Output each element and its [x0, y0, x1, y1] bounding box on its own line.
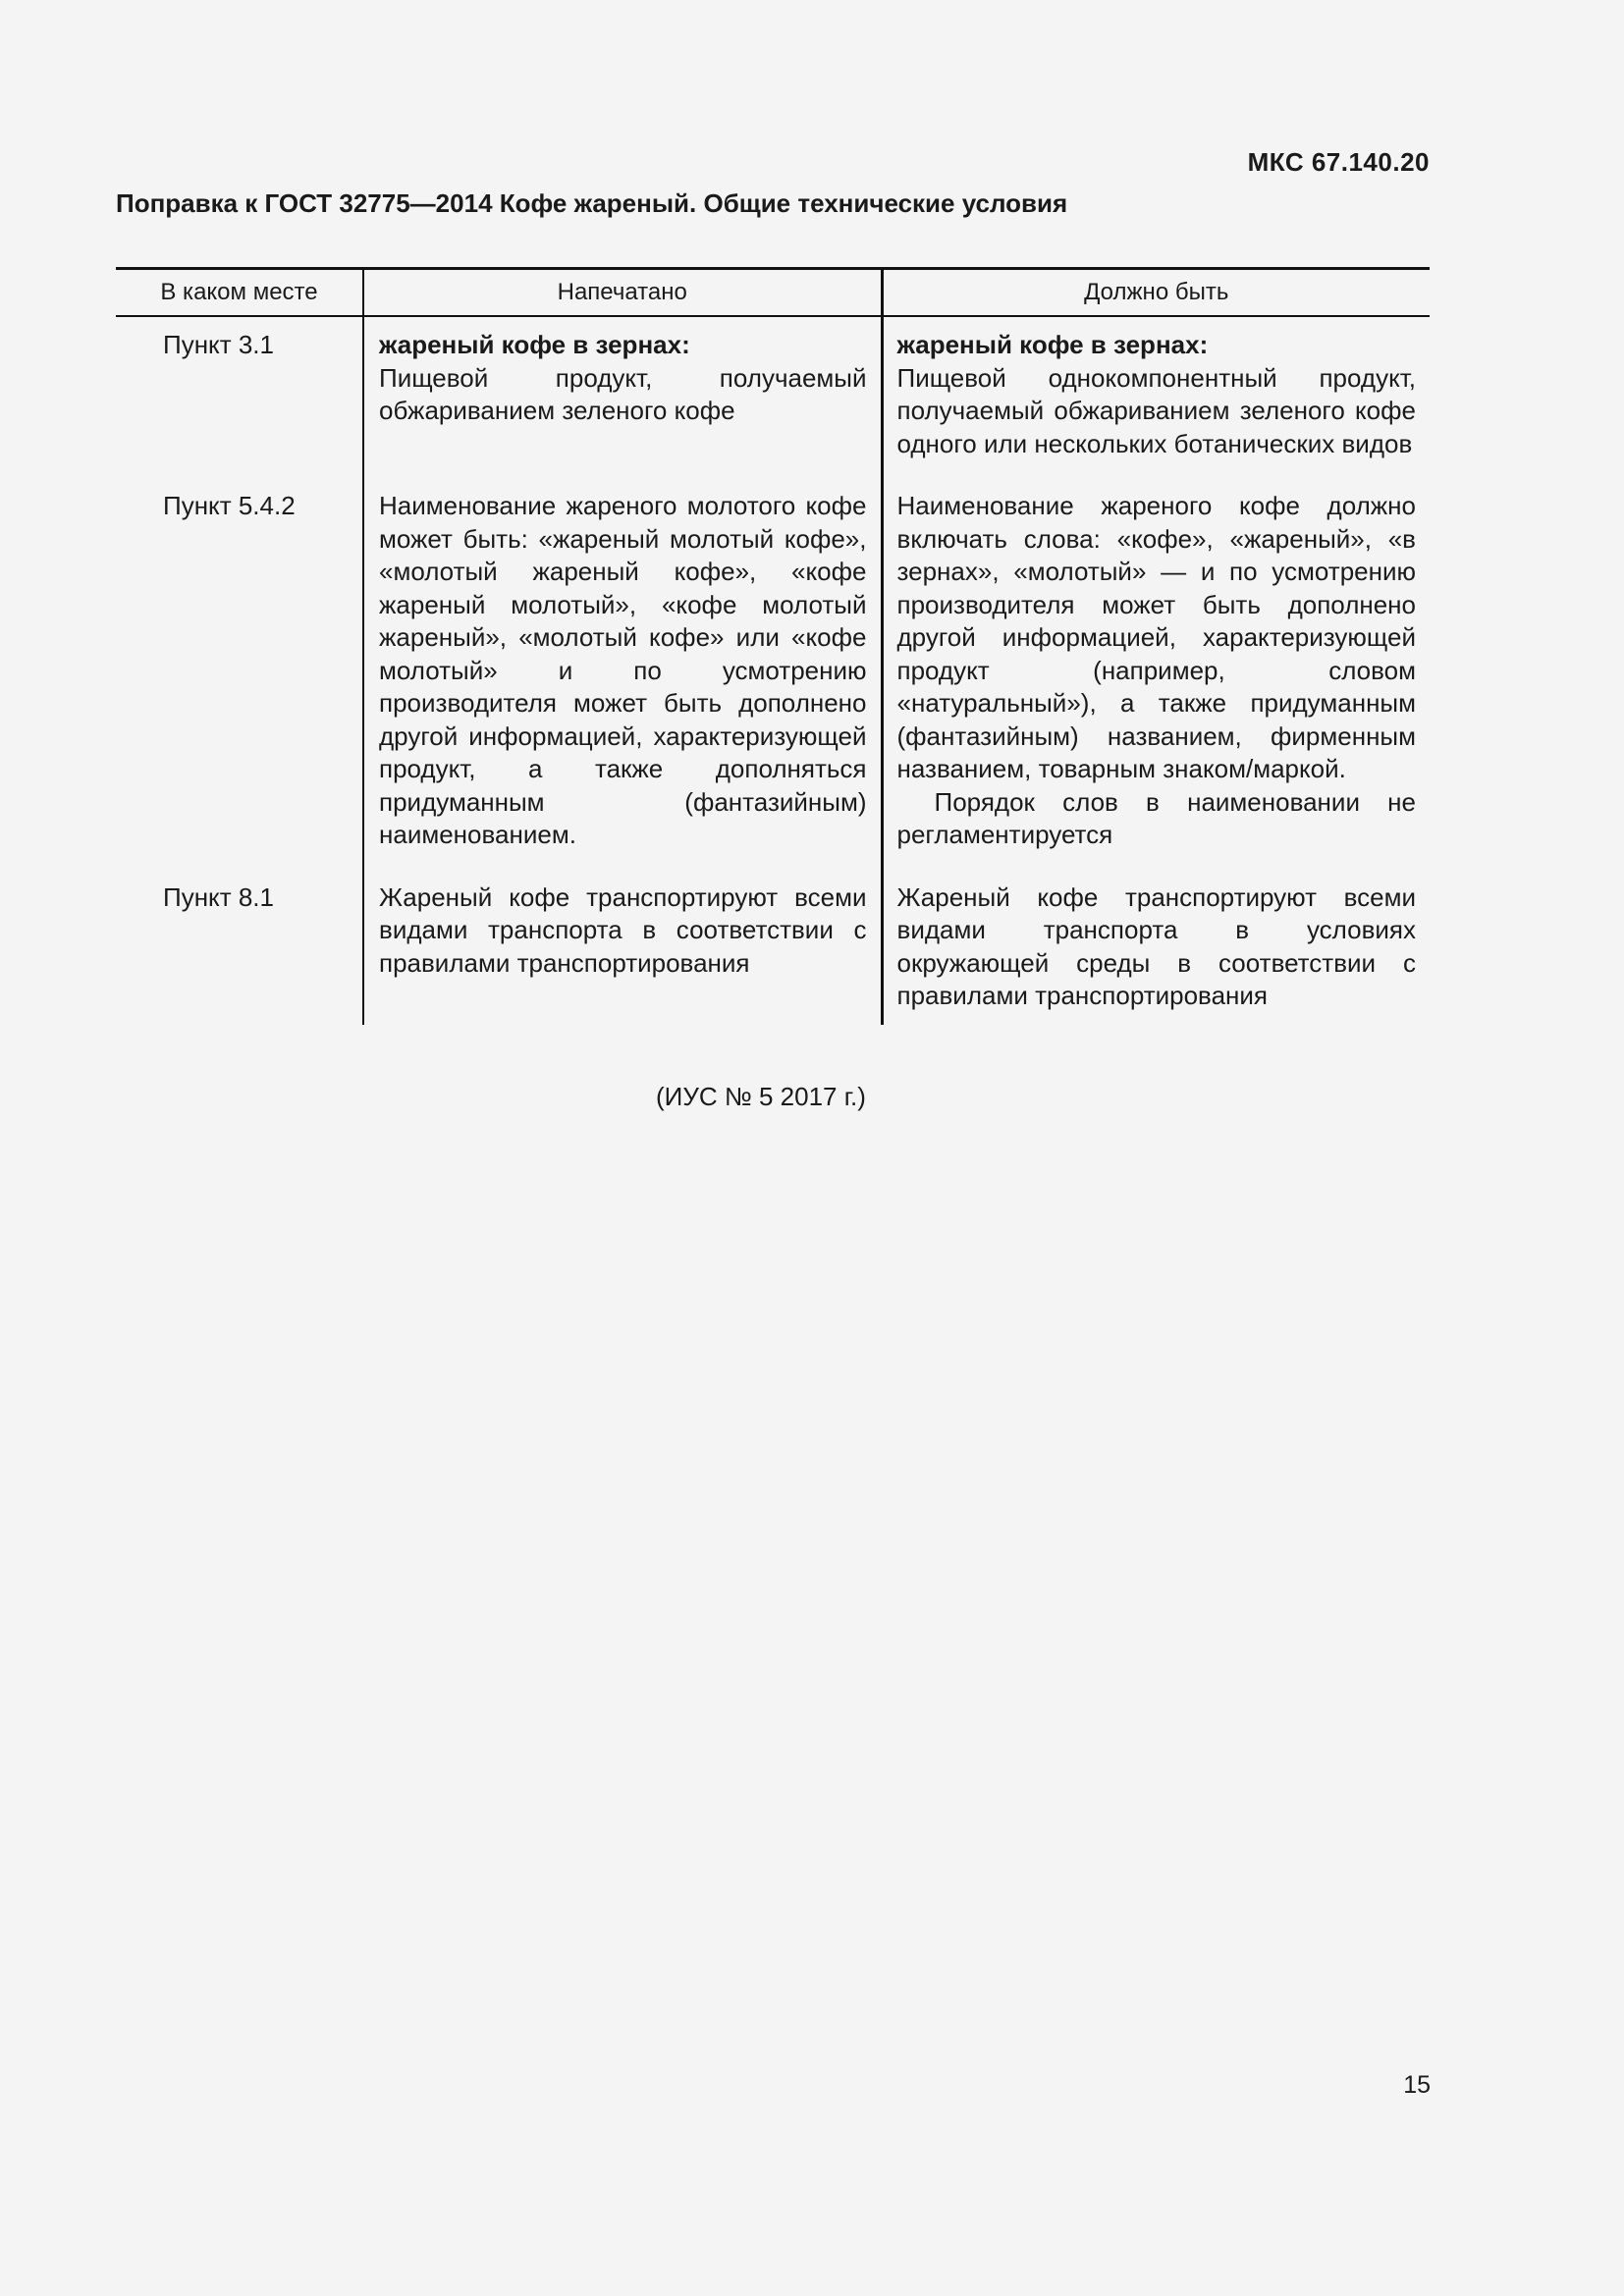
printed-text: Жареный кофе транспортируют всеми видами транспорта в соответствии с правилами транспортирования	[379, 881, 867, 978]
correct-text: Жареный кофе транспортируют всеми видами транспорта в условиях окружающей среды в соответствии с правилами транспортирования	[896, 881, 1416, 1010]
column-header-place: В каком месте	[116, 269, 363, 317]
printed-cell	[363, 460, 882, 852]
table-row	[116, 852, 1430, 1025]
page-number: 15	[1403, 2071, 1431, 2099]
table-row	[116, 316, 1430, 460]
table-row	[116, 460, 1430, 852]
printed-text: Наименование жареного молотого кофе может быть: «жареный молотый кофе», «молотый жареный кофе», «кофе жареный молотый», «кофе молотый жареный», «молотый кофе» или «кофе молотый» и по усмотрению производителя может быть дополнено другой информацией, характеризующей продукт, а также дополняться придуманным (фантазийным) наименованием.	[379, 491, 867, 849]
place-cell: Пункт 3.1	[163, 330, 274, 359]
correct-text-extra: Порядок слов в наименовании не регламентируется	[896, 786, 1416, 849]
document-title: Поправка к ГОСТ 32775—2014 Кофе жареный. Общие технические условия	[116, 188, 1068, 218]
table-header-row	[116, 269, 1430, 317]
correct-text: Наименование жареного кофе должно включать слова: «кофе», «жареный», «в зернах», «молотый» — и по усмотрению производителя может быть дополнено другой информацией, характеризующей продукт (например, словом «натуральный»), а также придуманным (фантазийным) названием, фирменным названием, товарным знаком/маркой.	[896, 491, 1416, 783]
place-cell: Пункт 5.4.2	[163, 491, 296, 520]
correct-cell	[882, 852, 1430, 1025]
printed-cell	[363, 316, 882, 460]
correct-text: Пищевой однокомпонентный продукт, получаемый обжариванием зеленого кофе одного или нескольких ботанических видов	[896, 362, 1416, 458]
printed-cell	[363, 852, 882, 1025]
ius-reference: (ИУС № 5 2017 г.)	[656, 1082, 866, 1111]
mks-code: МКС 67.140.20	[1247, 147, 1430, 177]
column-header-correct: Должно быть	[882, 269, 1430, 317]
correct-term: жареный кофе в зернах:	[896, 330, 1209, 359]
place-cell: Пункт 8.1	[163, 881, 274, 912]
amendment-table	[116, 267, 1430, 1025]
column-header-printed: Напечатано	[363, 269, 882, 317]
printed-term: жареный кофе в зернах:	[379, 330, 690, 359]
correct-cell	[882, 460, 1430, 852]
correct-cell	[882, 316, 1430, 460]
printed-text: Пищевой продукт, получаемый обжариванием зеленого кофе	[379, 362, 867, 425]
